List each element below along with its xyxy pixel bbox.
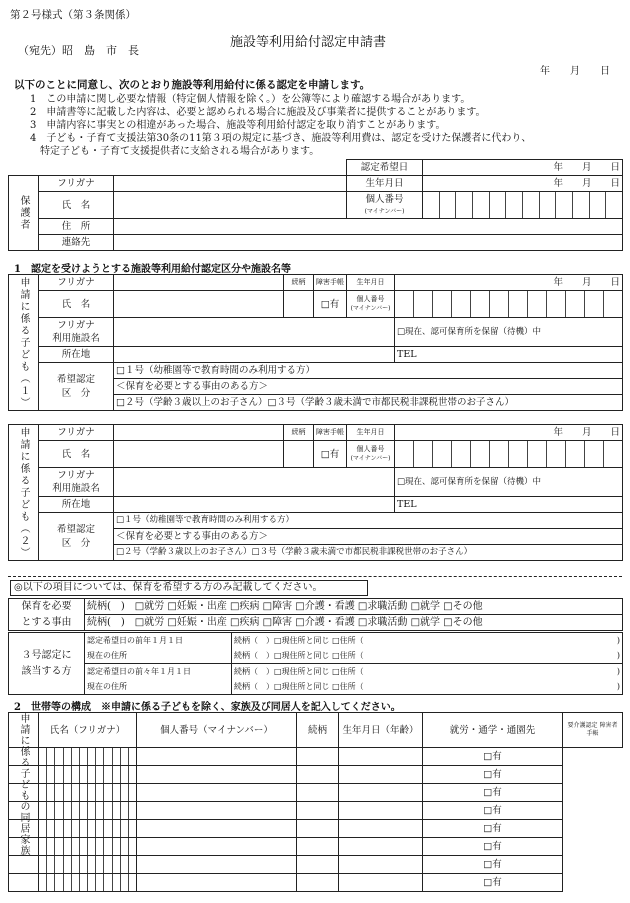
- reason-label: とする事由: [9, 615, 85, 631]
- guardian-birth-label: 生年月日: [347, 176, 423, 192]
- child1-relation-label: 続柄: [284, 275, 314, 291]
- type3-row1-detail[interactable]: 続柄（ ）□現住所と同じ □住所（ ): [232, 633, 623, 649]
- type3-row2-detail[interactable]: 続柄（ ）□現住所と同じ □住所（ ): [232, 679, 623, 695]
- notice-box: ◎以下の項目については、保育を希望する方のみ記載してください。: [10, 580, 368, 596]
- household-birth-field[interactable]: [297, 856, 339, 874]
- wish-date-field[interactable]: 年 月 日: [423, 160, 623, 176]
- household-birth-field[interactable]: [297, 784, 339, 802]
- reason-label: 保育を必要: [9, 599, 85, 615]
- household-birth-field[interactable]: [297, 802, 339, 820]
- child1-location-field[interactable]: [114, 347, 395, 363]
- guardian-kana-label: フリガナ: [39, 176, 114, 192]
- household-care-check[interactable]: □有: [423, 784, 563, 802]
- household-mynumber-field[interactable]: [39, 820, 137, 838]
- household-work-field[interactable]: [339, 820, 423, 838]
- wish-date-label: 認定希望日: [347, 160, 423, 176]
- child2-disability-label: 障害手帳: [314, 425, 347, 441]
- household-mynumber-field[interactable]: [39, 748, 137, 766]
- household-row: [9, 784, 623, 802]
- child1-disability-check[interactable]: □有: [314, 291, 347, 318]
- col-name: 氏名（フリガナ）: [39, 713, 137, 748]
- household-work-field[interactable]: [339, 856, 423, 874]
- agreement-item: 3 申請内容に事実との相違があった場合、施設等利用給付認定を取り消すことがあります。: [30, 120, 446, 131]
- guardian-table: [8, 159, 623, 251]
- child2-side-label: 申請に係る子ども（２）: [9, 425, 39, 561]
- guardian-contact-label: 連絡先: [39, 235, 114, 251]
- child2-mynumber-field[interactable]: [395, 441, 623, 468]
- child1-waiting-check[interactable]: □現在、認可保育所を保留（待機）中: [395, 318, 623, 347]
- child2-tel-field[interactable]: TEL: [395, 497, 623, 513]
- child1-side-label: 申請に係る子ども（１）: [9, 275, 39, 411]
- col-care: 要介護認定 障害者手帳: [563, 713, 623, 748]
- reason-row-2[interactable]: 続柄( ) □就労 □妊娠・出産 □疾病 □障害 □介護・看護 □求職活動 □就学 □その他: [85, 615, 623, 631]
- household-row: [9, 874, 623, 892]
- household-row: [9, 838, 623, 856]
- child2-kana-field[interactable]: [114, 425, 284, 441]
- child2-option1[interactable]: □１号（幼稚園等で教育時間のみ利用する方）: [114, 513, 623, 529]
- household-mynumber-field[interactable]: [39, 856, 137, 874]
- household-work-field[interactable]: [339, 766, 423, 784]
- child2-location-field[interactable]: [114, 497, 395, 513]
- household-care-check[interactable]: □有: [423, 820, 563, 838]
- child1-option1[interactable]: □１号（幼稚園等で教育時間のみ利用する方）: [114, 363, 623, 379]
- child1-option-head: ＜保育を必要とする事由のある方＞: [114, 379, 623, 395]
- guardian-mynumber-field[interactable]: [423, 192, 623, 219]
- guardian-birth-field[interactable]: 年 月 日: [423, 176, 623, 192]
- household-work-field[interactable]: [339, 802, 423, 820]
- household-birth-field[interactable]: [297, 874, 339, 892]
- household-relation-field[interactable]: [137, 820, 297, 838]
- child1-disability-label: 障害手帳: [314, 275, 347, 291]
- household-work-field[interactable]: [339, 874, 423, 892]
- section2-title: 2 世帯等の構成 ※申請に係る子どもを除く、家族及び同居人を記入してください。: [14, 702, 401, 713]
- child2-category-label: 希望認定 区 分: [39, 513, 114, 561]
- type3-row1-label: 現在の住所: [85, 648, 232, 664]
- household-relation-field[interactable]: [137, 802, 297, 820]
- agreement-item: 4 子ども・子育て支援法第30条の11第３項の規定に基づき、施設等利用費は、認定を受けた保護者に代わり、: [30, 133, 532, 144]
- child1-facility-field[interactable]: [114, 318, 395, 347]
- child1-category-label: 希望認定 区 分: [39, 363, 114, 411]
- household-name-field[interactable]: [9, 856, 39, 874]
- household-mynumber-field[interactable]: [39, 838, 137, 856]
- household-birth-field[interactable]: [297, 766, 339, 784]
- type3-row2-detail[interactable]: 続柄（ ）□現住所と同じ □住所（ ): [232, 664, 623, 680]
- child1-kana-label: フリガナ: [39, 275, 114, 291]
- type3-row2-label: 認定希望日の前々年１月１日: [85, 664, 232, 680]
- household-table: [8, 712, 623, 892]
- household-birth-field[interactable]: [297, 748, 339, 766]
- child1-table: [8, 274, 623, 411]
- household-row: [9, 856, 623, 874]
- household-mynumber-field[interactable]: [39, 874, 137, 892]
- type3-row2-label: 現在の住所: [85, 679, 232, 695]
- col-birth: 生年月日（年齢）: [339, 713, 423, 748]
- household-relation-field[interactable]: [137, 838, 297, 856]
- guardian-side-label: 保護者: [9, 176, 39, 251]
- household-birth-field[interactable]: [297, 820, 339, 838]
- household-care-check[interactable]: □有: [423, 838, 563, 856]
- child2-name-field[interactable]: [114, 441, 284, 468]
- household-care-check[interactable]: □有: [423, 766, 563, 784]
- reason-row-1[interactable]: 続柄( ) □就労 □妊娠・出産 □疾病 □障害 □介護・看護 □求職活動 □就学 □その他: [85, 599, 623, 615]
- type3-label: ３号認定に 該当する方: [9, 633, 85, 695]
- household-mynumber-field[interactable]: [39, 766, 137, 784]
- child2-mynumber-label: 個人番号 (マイナンバー): [347, 441, 395, 468]
- household-work-field[interactable]: [339, 784, 423, 802]
- household-care-check[interactable]: □有: [423, 874, 563, 892]
- household-mynumber-field[interactable]: [39, 802, 137, 820]
- child1-birth-label: 生年月日: [347, 275, 395, 291]
- addressee: （宛先）昭 島 市 長: [18, 44, 139, 57]
- child1-relation-field[interactable]: [284, 291, 314, 318]
- form-title: 施設等利用給付認定申請書: [230, 35, 387, 50]
- agreement-item: 2 申請書等に記載した内容は、必要と認められる場合に施設及び事業者に提供することがあります。: [30, 107, 486, 118]
- child2-option-head: ＜保育を必要とする事由のある方＞: [114, 529, 623, 545]
- household-relation-field[interactable]: [137, 748, 297, 766]
- child2-relation-field[interactable]: [284, 441, 314, 468]
- household-row: [9, 766, 623, 784]
- col-relation: 続柄: [297, 713, 339, 748]
- child1-name-label: 氏 名: [39, 291, 114, 318]
- child2-waiting-check[interactable]: □現在、認可保育所を保留（待機）中: [395, 468, 623, 497]
- reason-table: [8, 598, 623, 631]
- household-relation-field[interactable]: [137, 856, 297, 874]
- type3-table: [8, 632, 623, 695]
- child2-facility-field[interactable]: [114, 468, 395, 497]
- child2-option2[interactable]: □２号（学齢３歳以上のお子さん）□３号（学齢３歳未満で市都民税非課税世帯のお子さん）: [114, 545, 623, 561]
- guardian-address-label: 住 所: [39, 219, 114, 235]
- guardian-kana-field[interactable]: [114, 176, 347, 192]
- household-care-check[interactable]: □有: [423, 856, 563, 874]
- child1-mynumber-label: 個人番号 (マイナンバー): [347, 291, 395, 318]
- child1-tel-field[interactable]: TEL: [395, 347, 623, 363]
- household-birth-field[interactable]: [297, 838, 339, 856]
- household-relation-field[interactable]: [137, 784, 297, 802]
- submission-date: 年 月 日: [540, 66, 610, 77]
- col-work: 就労・通学・通園先: [423, 713, 563, 748]
- household-care-check[interactable]: □有: [423, 748, 563, 766]
- child2-table: [8, 424, 623, 561]
- household-work-field[interactable]: [339, 838, 423, 856]
- guardian-contact-field[interactable]: [114, 235, 623, 251]
- household-row: [9, 802, 623, 820]
- form-number: 第２号様式（第３条関係）: [10, 9, 136, 21]
- child2-disability-check[interactable]: □有: [314, 441, 347, 468]
- child1-facility-label: フリガナ 利用施設名: [39, 318, 114, 347]
- child2-birth-field[interactable]: 年 月 日: [395, 425, 623, 441]
- household-relation-field[interactable]: [137, 766, 297, 784]
- guardian-address-field[interactable]: [114, 219, 623, 235]
- type3-row1-label: 認定希望日の前年１月１日: [85, 633, 232, 649]
- agreement-lead: 以下のことに同意し、次のとおり施設等利用給付に係る認定を申請します。: [14, 79, 371, 91]
- household-name-field[interactable]: [9, 874, 39, 892]
- agreement-item: 特定子ども・子育て支援提供者に支給される場合があります。: [40, 146, 320, 157]
- child2-name-label: 氏 名: [39, 441, 114, 468]
- guardian-name-label: 氏 名: [39, 192, 114, 219]
- section1-title: 1 認定を受けようとする施設等利用給付認定区分や施設名等: [14, 264, 291, 275]
- child1-option2[interactable]: □２号（学齢３歳以上のお子さん）□３号（学齢３歳未満で市都民税非課税世帯のお子さん）: [114, 395, 623, 411]
- child2-location-label: 所在地: [39, 497, 114, 513]
- child1-name-field[interactable]: [114, 291, 284, 318]
- child1-mynumber-field[interactable]: [395, 291, 623, 318]
- household-row: [9, 748, 623, 766]
- col-mynumber: 個人番号（マイナンバー）: [137, 713, 297, 748]
- guardian-mynumber-label: 個人番号 (マイナンバー): [347, 192, 423, 219]
- household-row: [9, 820, 623, 838]
- section-divider: [8, 576, 622, 577]
- child1-birth-field[interactable]: 年 月 日: [395, 275, 623, 291]
- household-side-label: 申請に係る子どもの同居家族: [9, 713, 39, 748]
- child2-relation-label: 続柄: [284, 425, 314, 441]
- agreement-item: 1 この申請に関し必要な情報（特定個人情報を除く。）を公簿等により確認する場合があります。: [30, 94, 471, 105]
- household-work-field[interactable]: [339, 748, 423, 766]
- household-relation-field[interactable]: [137, 874, 297, 892]
- child1-location-label: 所在地: [39, 347, 114, 363]
- type3-row1-detail[interactable]: 続柄（ ）□現住所と同じ □住所（ ): [232, 648, 623, 664]
- child2-birth-label: 生年月日: [347, 425, 395, 441]
- child2-facility-label: フリガナ 利用施設名: [39, 468, 114, 497]
- guardian-name-field[interactable]: [114, 192, 347, 219]
- child2-kana-label: フリガナ: [39, 425, 114, 441]
- household-care-check[interactable]: □有: [423, 802, 563, 820]
- household-mynumber-field[interactable]: [39, 784, 137, 802]
- child1-kana-field[interactable]: [114, 275, 284, 291]
